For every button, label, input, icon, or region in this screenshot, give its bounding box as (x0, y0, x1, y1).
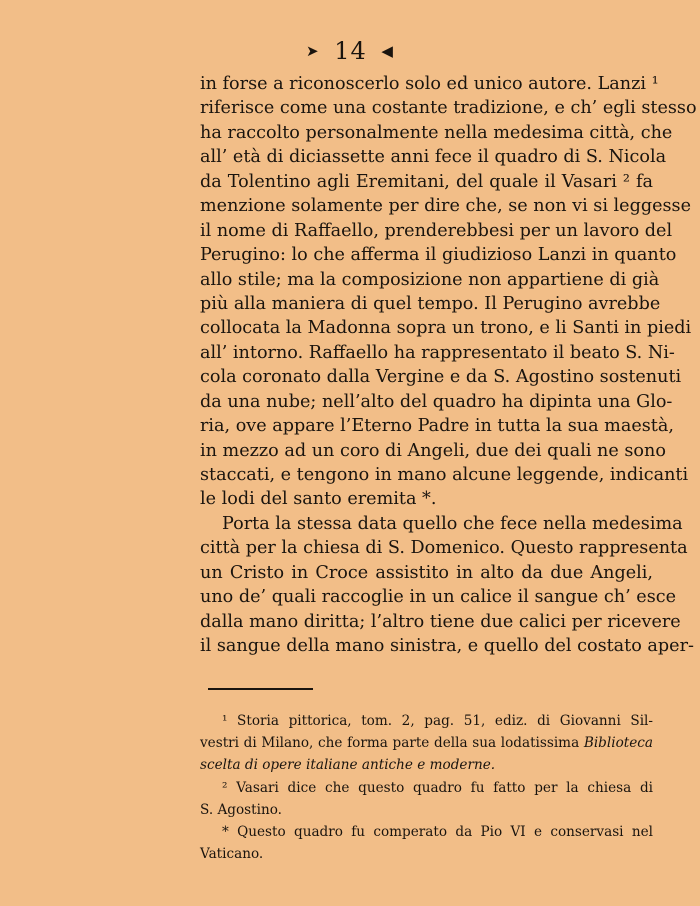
page-header (0, 36, 700, 68)
text-line: città per la chiesa di S. Domenico. Questo rappresenta (200, 538, 688, 559)
footnote-2-line: ² Vasari dice che questo quadro fu fatto per la chiesa di (222, 779, 653, 796)
footnote-1-line: ¹ Storia pittorica, tom. 2, pag. 51, ediz. di Giovanni Sil- (222, 713, 653, 729)
footnotes (200, 710, 653, 865)
text-line: all’ età di diciassette anni fece il quadro di S. Nicola (200, 147, 667, 168)
footnote-1-text: vestri di Milano, che forma parte della sua lodatissima (200, 735, 584, 752)
text-line: riferisce come una costante tradizione, e ch’ egli stesso (200, 98, 697, 119)
text-line: collocata la Madonna sopra un trono, e li Santi in piedi (200, 318, 692, 339)
right-ornament-icon: ◀ (381, 41, 394, 60)
text-line: le lodi del santo eremita *. (200, 489, 437, 510)
text-line: staccati, e tengono in mano alcune leggende, indicanti (200, 465, 689, 485)
text-line: uno de’ quali raccoglie in un calice il sangue ch’ esce (200, 587, 676, 608)
text-line: più alla maniera di quel tempo. Il Perugino avrebbe (200, 293, 661, 314)
footnote-2-line: S. Agostino. (200, 801, 282, 818)
footnote-separator (208, 688, 313, 690)
text-line: il sangue della mano sinistra, e quello del costato aper- (200, 636, 694, 657)
text-line: da una nube; nell’alto del quadro ha dipinta una Glo- (200, 391, 673, 412)
text-line: dalla mano diritta; l’altro tiene due calici per ricevere (200, 611, 681, 632)
footnote-1-line (200, 754, 653, 776)
text-line: ria, ove appare l’Eterno Padre in tutta la sua maestà, (200, 416, 674, 437)
text-line: in mezzo ad un coro di Angeli, due dei quali ne sono (200, 440, 666, 461)
text-line: il nome di Raffaello, prenderebbesi per un lavoro del (200, 220, 673, 241)
text-line: in forse a riconoscerlo solo ed unico autore. Lanzi ¹ (200, 74, 659, 94)
footnote-3-line: Vaticano. (200, 846, 264, 863)
text-line: menzione solamente per dire che, se non vi si leggesse (200, 196, 691, 217)
footnote-1-italic-title: scelta di opere italiane antiche e moderne. (200, 757, 496, 774)
page-number: 14 (334, 37, 367, 65)
text-line: da Tolentino agli Eremitani, del quale il Vasari ² fa (200, 171, 653, 192)
text-line: un Cristo in Croce assistito in alto da due Angeli, (200, 562, 653, 583)
footnote-1-line (200, 732, 653, 754)
main-text (200, 72, 697, 659)
text-line: Perugino: lo che afferma il giudizioso Lanzi in quanto (200, 245, 677, 266)
text-line: allo stile; ma la composizione non appartiene di già (200, 269, 660, 290)
left-ornament-icon: ➤ (306, 41, 320, 60)
text-line: cola coronato dalla Vergine e da S. Agostino sostenuti (200, 367, 682, 388)
text-line: ha raccolto personalmente nella medesima città, che (200, 122, 673, 143)
text-line-paragraph-start: Porta la stessa data quello che fece nella medesima (222, 513, 683, 534)
footnote-1-italic-title: Biblioteca (583, 735, 653, 752)
text-line: all’ intorno. Raffaello ha rappresentato il beato S. Ni- (200, 342, 675, 363)
footnote-3-line: * Questo quadro fu comperato da Pio VI e conservasi nel (222, 823, 653, 840)
